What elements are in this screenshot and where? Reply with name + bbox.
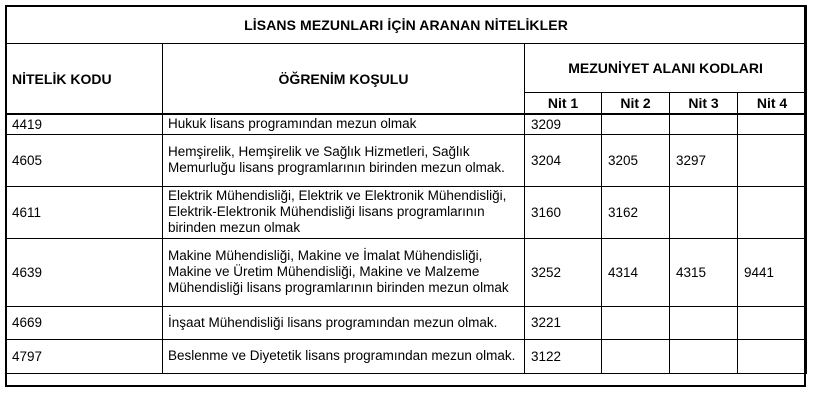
- table-row: [6, 306, 807, 339]
- table-row: [6, 339, 807, 373]
- row-nit-2: [602, 114, 670, 134]
- row-nit-2: 3162: [602, 186, 670, 238]
- row-nit-4: [738, 134, 807, 186]
- row-nit-4: [738, 114, 807, 134]
- table-row: [6, 114, 807, 134]
- title-row: [6, 6, 807, 44]
- row-nit-4: [738, 306, 807, 339]
- row-nit-3: [670, 186, 738, 238]
- row-nit-1: 3209: [525, 114, 602, 134]
- row-condition: İnşaat Mühendisliği lisans programından mezun olmak.: [163, 306, 525, 339]
- row-nit-4: [738, 339, 807, 373]
- row-nit-3: [670, 306, 738, 339]
- row-nit-2: [602, 339, 670, 373]
- row-nit-3: 3297: [670, 134, 738, 186]
- header-nit-1: Nit 1: [525, 93, 602, 115]
- qualifications-table: [5, 5, 807, 374]
- row-code: 4605: [6, 134, 163, 186]
- row-condition: Hemşirelik, Hemşirelik ve Sağlık Hizmetleri, Sağlık Memurluğu lisans programlarının birinden mezun olmak.: [163, 134, 525, 186]
- row-nit-3: 4315: [670, 238, 738, 306]
- row-nit-2: 4314: [602, 238, 670, 306]
- row-nit-4: [738, 186, 807, 238]
- header-nit-2: Nit 2: [602, 93, 670, 115]
- table-title: LİSANS MEZUNLARI İÇİN ARANAN NİTELİKLER: [6, 6, 807, 44]
- row-condition: Makine Mühendisliği, Makine ve İmalat Mühendisliği, Makine ve Üretim Mühendisliği, Makine ve Malzeme Mühendisliği lisans programlarının birinden mezun olmak: [163, 238, 525, 306]
- table-row: [6, 134, 807, 186]
- row-condition: Beslenme ve Diyetetik lisans programından mezun olmak.: [163, 339, 525, 373]
- row-nit-1: 3252: [525, 238, 602, 306]
- row-code: 4669: [6, 306, 163, 339]
- row-nit-3: [670, 114, 738, 134]
- table-row: [6, 186, 807, 238]
- header-nit-3: Nit 3: [670, 93, 738, 115]
- row-nit-2: 3205: [602, 134, 670, 186]
- header-nit-4: Nit 4: [738, 93, 807, 115]
- row-code: 4419: [6, 114, 163, 134]
- table-row: [6, 238, 807, 306]
- row-nit-4: 9441: [738, 238, 807, 306]
- row-code: 4797: [6, 339, 163, 373]
- row-condition: Hukuk lisans programından mezun olmak: [163, 114, 525, 134]
- row-nit-2: [602, 306, 670, 339]
- row-nit-1: 3160: [525, 186, 602, 238]
- row-nit-1: 3122: [525, 339, 602, 373]
- row-nit-1: 3221: [525, 306, 602, 339]
- row-code: 4611: [6, 186, 163, 238]
- row-nit-3: [670, 339, 738, 373]
- header-area-codes: MEZUNİYET ALANI KODLARI: [525, 44, 807, 93]
- header-code: NİTELİK KODU: [6, 44, 163, 115]
- row-condition: Elektrik Mühendisliği, Elektrik ve Elektronik Mühendisliği, Elektrik-Elektronik Mühendisliği lisans programlarının birinden mezun olmak: [163, 186, 525, 238]
- header-condition: ÖĞRENİM KOŞULU: [163, 44, 525, 115]
- row-nit-1: 3204: [525, 134, 602, 186]
- header-row: [6, 44, 807, 93]
- row-code: 4639: [6, 238, 163, 306]
